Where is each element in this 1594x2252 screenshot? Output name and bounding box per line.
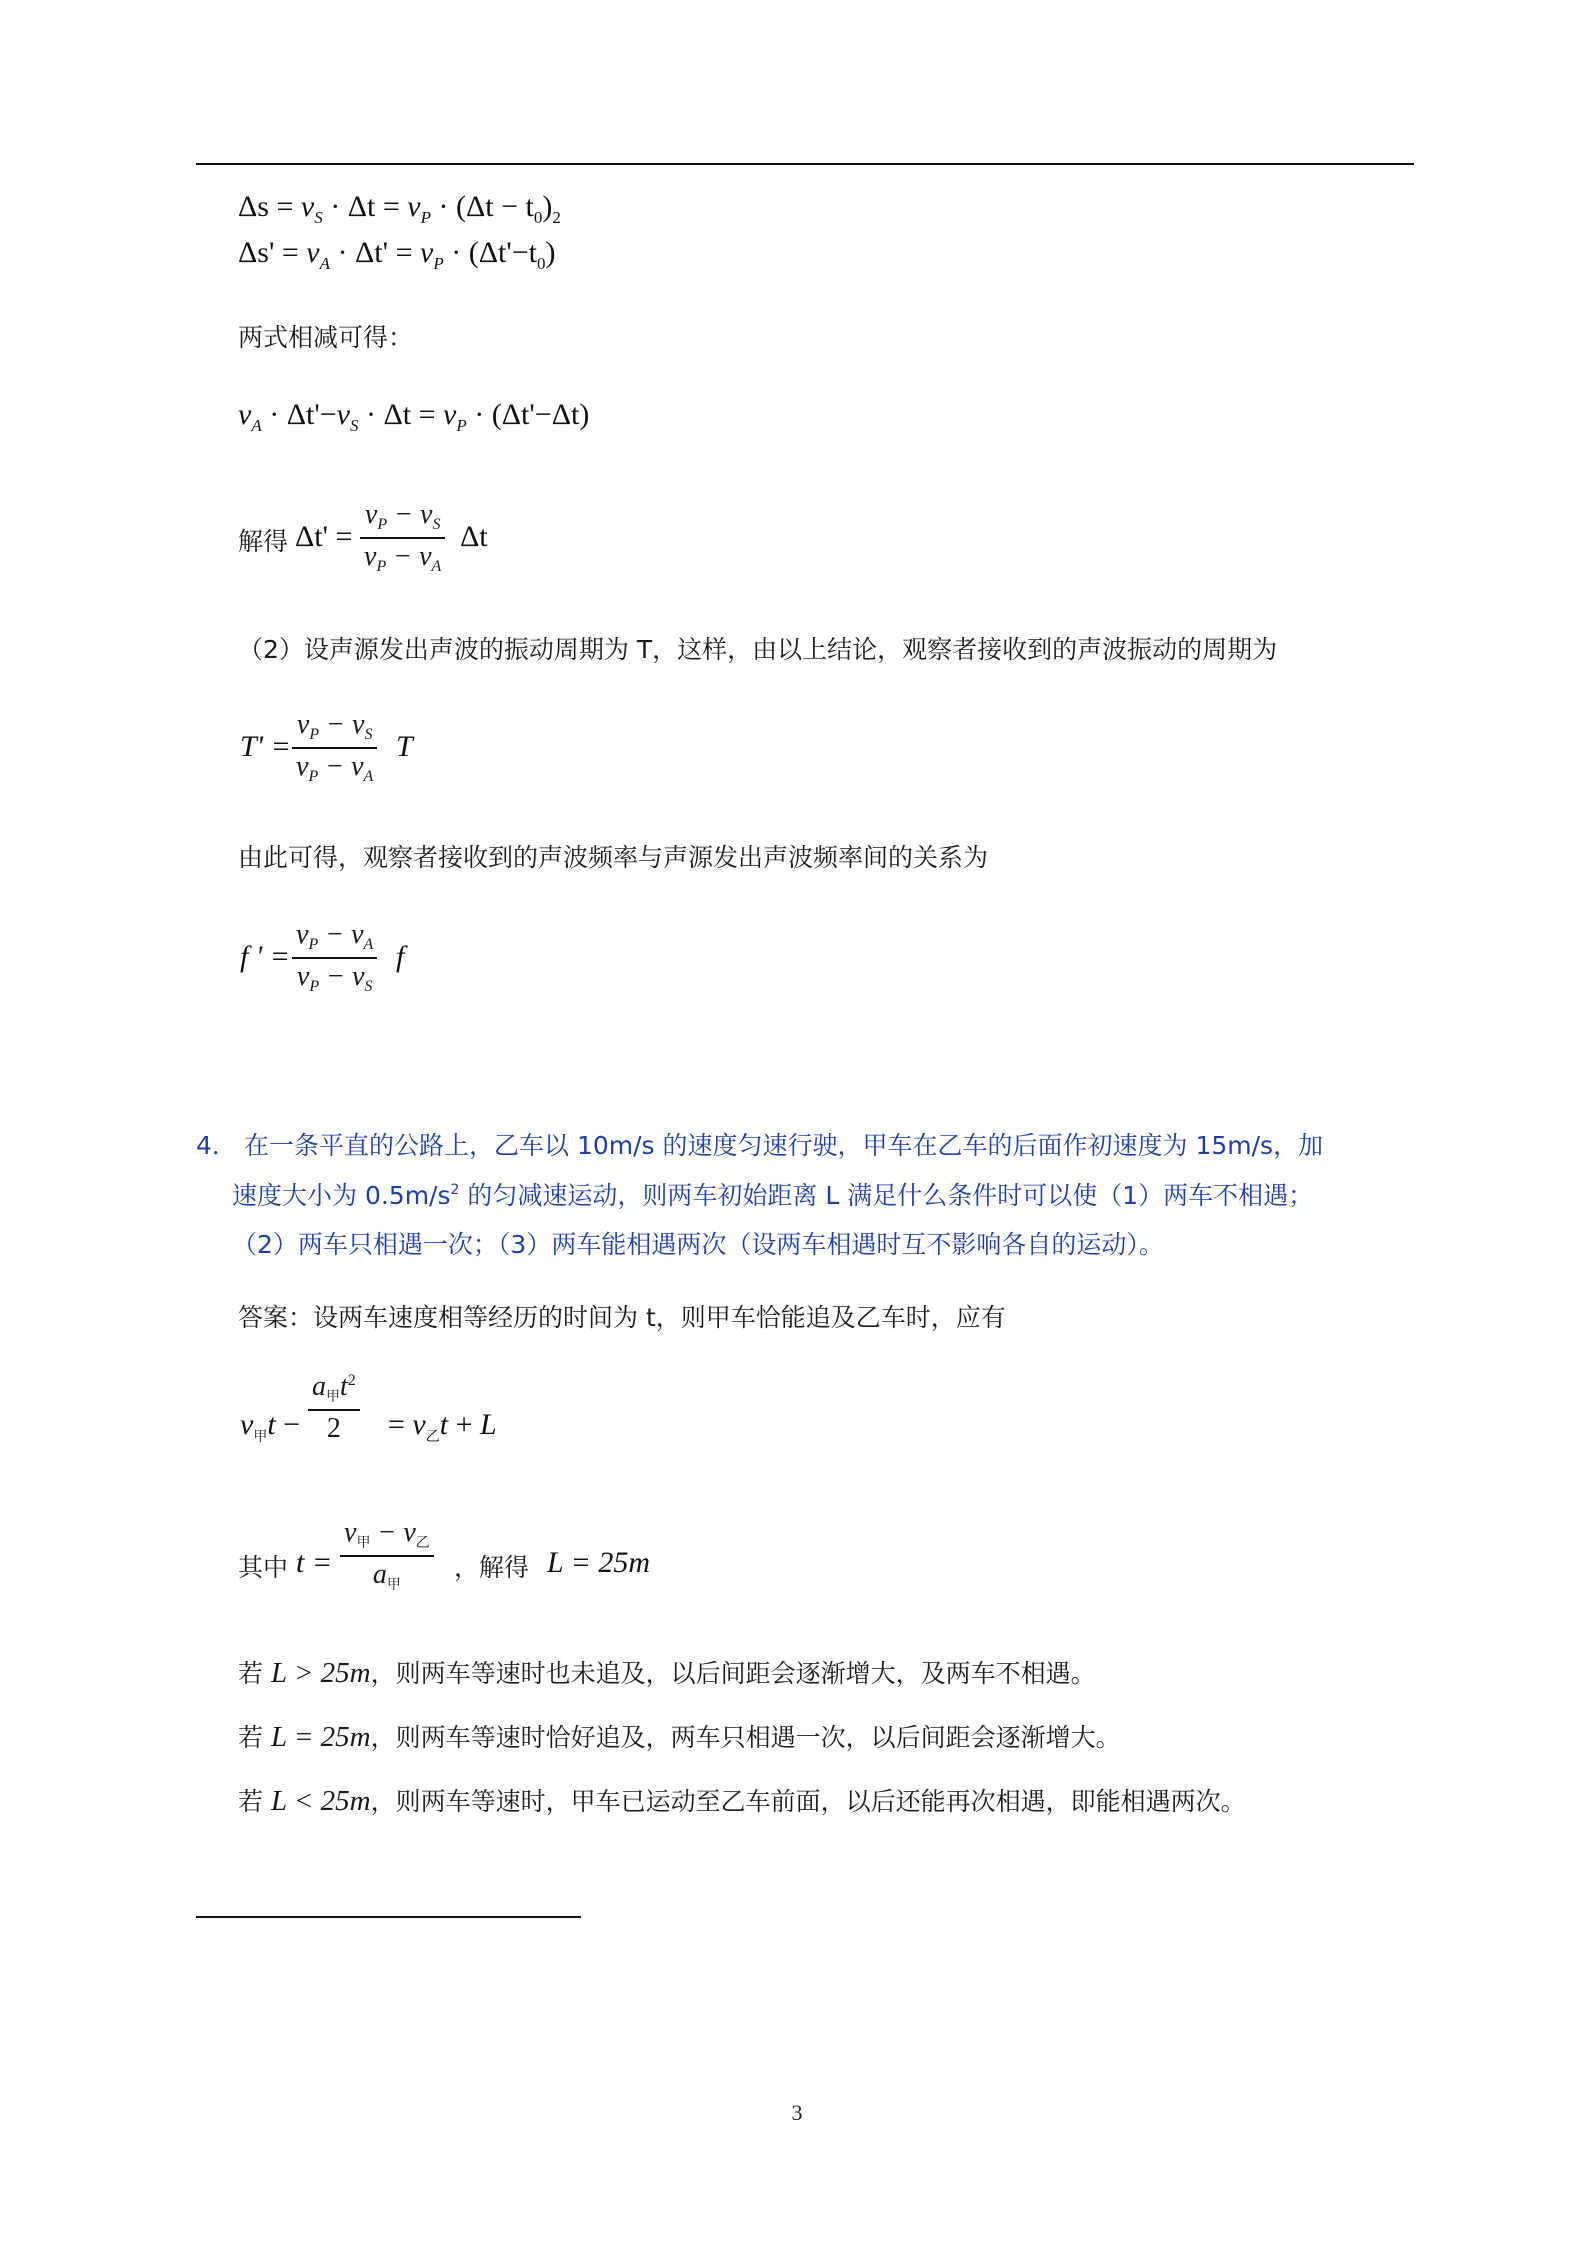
- period-fraction: $\frac{v_P - v_S}{v_P - v_A}$: [292, 710, 377, 785]
- frequency-fraction: $\frac{v_P - v_A}{v_P - v_S}$: [292, 920, 377, 995]
- t-fraction: $v_甲 - v_乙$ $a_甲$: [340, 1518, 434, 1593]
- equation-1: $\Delta s = v_S \cdot \Delta t = v_P \cdot (\Delta t - t_0)_2$: [238, 190, 561, 227]
- header-rule: [196, 163, 1414, 165]
- subtract-note: 两式相减可得：: [238, 323, 414, 352]
- page-number: 3: [791, 2100, 803, 2125]
- question-line-1: 在一条平直的公路上，乙车以 10m/s 的速度匀速行驶，甲车在乙车的后面作初速度为 15m/s，加: [244, 1131, 1324, 1160]
- part2-text: （2）设声源发出声波的振动周期为 T，这样，由以上结论，观察者接收到的声波振动的周期为: [238, 635, 1278, 664]
- solve-lhs: Δt' =: [295, 520, 353, 553]
- question-line-3: （2）两车只相遇一次；（3）两车能相遇两次（设两车相遇时互不影响各自的运动）。: [232, 1230, 1164, 1259]
- where-t: t =: [296, 1546, 333, 1579]
- answer-eq-rhs: = $v_乙t + L$: [388, 1408, 497, 1445]
- equation-3: $v_A \cdot \Delta t'-v_S \cdot \Delta t = v_P \cdot (\Delta t'-\Delta t)$: [238, 398, 590, 435]
- solved-label: ，解得: [454, 1553, 530, 1582]
- solved-value: L = 25m: [547, 1546, 651, 1579]
- frequency-lhs: f ' =: [240, 940, 290, 973]
- solve-prefix: 解得: [238, 527, 289, 556]
- answer-eq-lhs: $v_甲t$ −: [240, 1408, 301, 1445]
- where-label: 其中: [238, 1553, 289, 1582]
- question-line-2: 速度大小为 $0.5m/s^2$ 的匀减速运动，则两车初始距离 L 满足什么条件时可以使（1）两车不相遇；: [232, 1181, 1314, 1210]
- frequency-tail: f: [396, 940, 405, 973]
- footnote-rule: [196, 1916, 581, 1918]
- answer-intro: 答案：设两车速度相等经历的时间为 t，则甲车恰能追及乙车时，应有: [238, 1303, 1006, 1332]
- frequency-intro: 由此可得，观察者接收到的声波频率与声源发出声波频率间的关系为: [238, 843, 989, 872]
- equation-2: $\Delta s' = v_A \cdot \Delta t' = v_P \cdot (\Delta t'-t_0)$: [238, 236, 556, 273]
- answer-eq-fraction: $a_甲t^2$ 2: [308, 1372, 360, 1444]
- solve-tail: Δt: [460, 520, 488, 553]
- period-lhs: T' =: [240, 730, 291, 763]
- case-1: 若 L > 25m，则两车等速时也未追及，以后间距会逐渐增大，及两车不相遇。: [238, 1657, 1096, 1689]
- case-2: 若 L = 25m，则两车等速时恰好追及，两车只相遇一次，以后间距会逐渐增大。: [238, 1721, 1121, 1753]
- question-number: 4．: [196, 1131, 237, 1160]
- period-tail: T: [396, 730, 413, 763]
- solve-fraction: $\frac{v_P - v_S}{v_P - v_A}$: [360, 500, 445, 575]
- case-3: 若 L < 25m，则两车等速时，甲车已运动至乙车前面，以后还能再次相遇，即能相遇两次。: [238, 1785, 1246, 1817]
